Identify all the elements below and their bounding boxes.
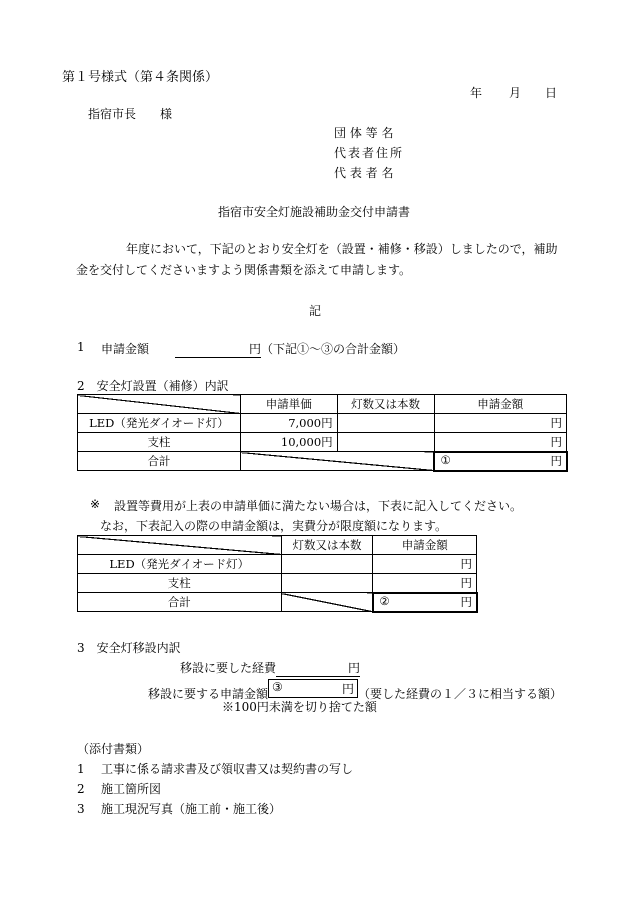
attachment-number: 1 (77, 762, 85, 776)
list-item (77, 760, 353, 777)
row-quantity-input[interactable] (337, 414, 434, 433)
document-title: 指宿市安全灯施設補助金交付申請書 (218, 205, 411, 219)
round-down-note: ※100円未満を切り捨てた額 (222, 700, 377, 714)
apply-mark: ③ (272, 680, 283, 694)
attachment-text: 施工箇所図 (101, 782, 162, 796)
rep-name-label: 代 表 者 名 (334, 166, 394, 180)
header-amount: 申請金額 (373, 536, 477, 555)
date-month: 月 (509, 86, 522, 100)
table-row (78, 414, 567, 433)
header-unit-price: 申請単価 (240, 395, 337, 414)
row-name: LED（発光ダイオード灯） (78, 555, 282, 574)
row-amount[interactable]: 円 (373, 574, 477, 593)
item2-heading: 2 安全灯設置（補修）内訳 (77, 379, 229, 393)
note-line-2: なお，下表記入の際の申請金額は，実費分が限度額になります。 (100, 519, 448, 533)
intro-line-2: 金を交付してくださいますよう関係書類を添えて申請します。 (76, 263, 412, 277)
intro-line-1: 年度において，下記のとおり安全灯を（設置・補修・移設）しましたので，補助 (126, 242, 558, 256)
relocation-apply-label: 移設に要する申請金額 (148, 687, 269, 701)
row-quantity-input[interactable] (281, 555, 373, 574)
apply-yen: 円 (342, 682, 355, 696)
total-amount-cell[interactable] (434, 452, 567, 471)
row-name: 支柱 (78, 574, 282, 593)
row-quantity-input[interactable] (281, 574, 373, 593)
header-quantity: 灯数又は本数 (281, 536, 373, 555)
total-yen: 円 (550, 454, 562, 468)
total-label: 合計 (78, 452, 241, 471)
attachment-number: 3 (77, 802, 85, 816)
item1-number: 1 (77, 340, 85, 354)
attachment-number: 2 (77, 782, 85, 796)
total-diagonal-cell (281, 593, 373, 612)
table-row (78, 536, 477, 555)
total-mark: ② (379, 594, 390, 608)
table-row (78, 395, 567, 414)
table-row (78, 593, 477, 612)
list-item (77, 780, 161, 797)
actual-cost-table (77, 535, 477, 612)
item1-yen: 円 (175, 340, 261, 358)
relocation-cost-field[interactable]: 円 (276, 659, 360, 677)
table-row (78, 574, 477, 593)
ki-mark: 記 (309, 304, 322, 318)
item3-heading: 3 安全灯移設内訳 (77, 641, 181, 655)
header-diagonal-cell (78, 395, 241, 414)
group-name-label: 団 体 等 名 (334, 126, 394, 140)
table-row (78, 452, 567, 471)
relocation-apply-field[interactable] (268, 679, 358, 698)
header-quantity: 灯数又は本数 (337, 395, 434, 414)
total-diagonal-cell (240, 452, 434, 471)
total-yen: 円 (460, 595, 472, 609)
date-year: 年 (470, 86, 483, 100)
row-name: LED（発光ダイオード灯） (78, 414, 241, 433)
note-mark: ※ (90, 497, 101, 511)
total-label: 合計 (78, 593, 282, 612)
row-amount[interactable]: 円 (434, 414, 567, 433)
note-line-1: 設置等費用が上表の申請単価に満たない場合は，下表に記入してください。 (114, 499, 523, 513)
relocation-apply-note: （要した経費の１／３に相当する額） (358, 687, 563, 701)
total-amount-cell[interactable] (373, 593, 477, 612)
item1-note: （下記①～③の合計金額） (261, 342, 406, 356)
table-row (78, 433, 567, 452)
table-row (78, 555, 477, 574)
attachments-heading: （添付書類） (77, 742, 150, 756)
item1-amount-field[interactable] (175, 340, 405, 358)
row-amount[interactable]: 円 (434, 433, 567, 452)
row-name: 支柱 (78, 433, 241, 452)
total-mark: ① (440, 453, 451, 467)
form-number: 第１号様式（第４条関係） (62, 70, 219, 85)
install-table (77, 394, 567, 471)
row-quantity-input[interactable] (337, 433, 434, 452)
row-price: 10,000円 (240, 433, 337, 452)
rep-address-label: 代表者住所 (334, 146, 405, 160)
relocation-cost-row (180, 659, 360, 677)
row-amount[interactable]: 円 (373, 555, 477, 574)
attachment-text: 工事に係る請求書及び領収書又は契約書の写し (101, 762, 354, 776)
item1-label: 申請金額 (101, 342, 150, 356)
relocation-cost-label: 移設に要した経費 (180, 661, 277, 675)
header-amount: 申請金額 (434, 395, 567, 414)
attachment-text: 施工現況写真（施工前・施工後） (101, 802, 282, 816)
date-day: 日 (545, 86, 558, 100)
list-item (77, 800, 281, 817)
header-diagonal-cell (78, 536, 282, 555)
row-price: 7,000円 (240, 414, 337, 433)
addressee: 指宿市長 様 (88, 107, 173, 121)
